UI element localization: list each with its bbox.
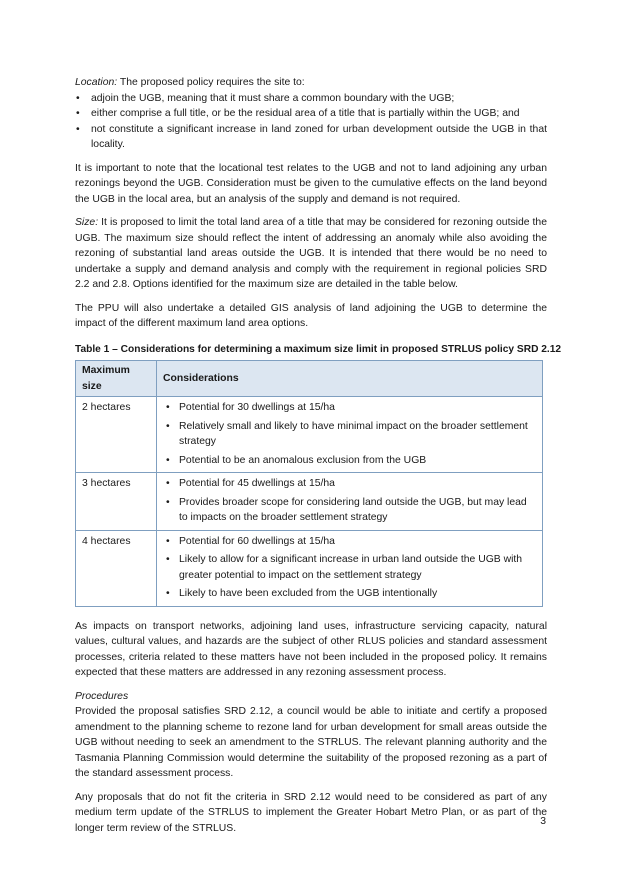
- location-intro-text: The proposed policy requires the site to:: [117, 77, 305, 88]
- table-row: [76, 473, 543, 531]
- list-item: • Relatively small and likely to have minimal impact on the broader settlement strategy: [163, 419, 536, 450]
- considerations-cell: [157, 473, 543, 531]
- list-item: • adjoin the UGB, meaning that it must share a common boundary with the UGB;: [75, 91, 547, 107]
- list-item: • Likely to have been excluded from the UGB intentionally: [163, 586, 536, 602]
- column-header-maximum-size: Maximum size: [76, 361, 157, 397]
- table-row: [76, 530, 543, 606]
- column-header-considerations: Considerations: [157, 361, 543, 397]
- size-cell: 2 hectares: [76, 397, 157, 473]
- size-label: Size:: [75, 217, 99, 228]
- list-item: • not constitute a significant increase in land zoned for urban development outside the UGB in that locality.: [75, 122, 547, 153]
- table-header-row: [76, 361, 543, 397]
- size-cell: 4 hectares: [76, 530, 157, 606]
- considerations-cell: [157, 397, 543, 473]
- size-paragraph: [75, 215, 547, 293]
- considerations-table: [75, 360, 543, 607]
- list-item: • either comprise a full title, or be the residual area of a title that is partially within the UGB; and: [75, 106, 547, 122]
- list-item: • Likely to allow for a significant increase in urban land outside the UGB with greater potential to impact on the settlement strategy: [163, 552, 536, 583]
- table-row: [76, 397, 543, 473]
- size-cell: 3 hectares: [76, 473, 157, 531]
- considerations-cell: [157, 530, 543, 606]
- ppu-paragraph: The PPU will also undertake a detailed GIS analysis of land adjoining the UGB to determine the impact of the different maximum land area options.: [75, 302, 547, 329]
- document-page: [75, 75, 562, 836]
- procedures-heading: Procedures: [75, 690, 129, 702]
- location-bullet-list: [75, 91, 547, 153]
- table-caption: Table 1 – Considerations for determining a maximum size limit in proposed STRLUS policy SRD 2.12: [75, 343, 562, 355]
- location-label: Location:: [75, 77, 118, 88]
- list-item: • Provides broader scope for considering land outside the UGB, but may lead to impacts on the broader settlement strategy: [163, 495, 536, 526]
- procedures-paragraph: Provided the proposal satisfies SRD 2.12, a council would be able to initiate and certify a proposed amendment to the planning scheme to rezone land for urban development for small areas outside the UGB without needing to seek an amendment to the STRLUS. The relevant planning authority and the Tasmania Planning Commission would determine the suitability of the proposed rezoning as a part of the standard assessment process.: [75, 706, 547, 779]
- impacts-paragraph: As impacts on transport networks, adjoining land uses, infrastructure servicing capacity, natural values, cultural values, and hazards are the subject of other RLUS policies and standard assessment processes, criteria related to these matters have not been included in the proposed policy. It remains expected that these matters are addressed in any rezoning assessment process.: [75, 620, 547, 678]
- locational-test-paragraph: It is important to note that the locational test relates to the UGB and not to land adjoining any urban rezonings beyond the UGB. Consideration must be given to the cumulative effects on the land beyond the UGB in the local area, but an analysis of the supply and demand is not required.: [75, 162, 547, 205]
- location-intro: [75, 75, 547, 91]
- list-item: • Potential for 30 dwellings at 15/ha: [163, 400, 536, 416]
- size-text: It is proposed to limit the total land area of a title that may be considered for rezoning outside the UGB. The maximum size should reflect the intent of addressing an anomaly while also avoiding the rezoning of substantial land areas outside the UGB. It is intended that there would be no need to undertake a supply and demand analysis and comply with the requirement in regional policies SRD 2.2 and 2.8. Options identified for the maximum size are detailed in the table below.: [75, 217, 547, 290]
- list-item: • Potential to be an anomalous exclusion from the UGB: [163, 453, 536, 469]
- any-proposals-paragraph: Any proposals that do not fit the criteria in SRD 2.12 would need to be considered as part of any medium term update of the STRLUS to implement the Greater Hobart Metro Plan, or as part of the longer term review of the STRLUS.: [75, 791, 547, 834]
- page-number: 3: [540, 816, 546, 827]
- list-item: • Potential for 60 dwellings at 15/ha: [163, 534, 536, 550]
- list-item: • Potential for 45 dwellings at 15/ha: [163, 476, 536, 492]
